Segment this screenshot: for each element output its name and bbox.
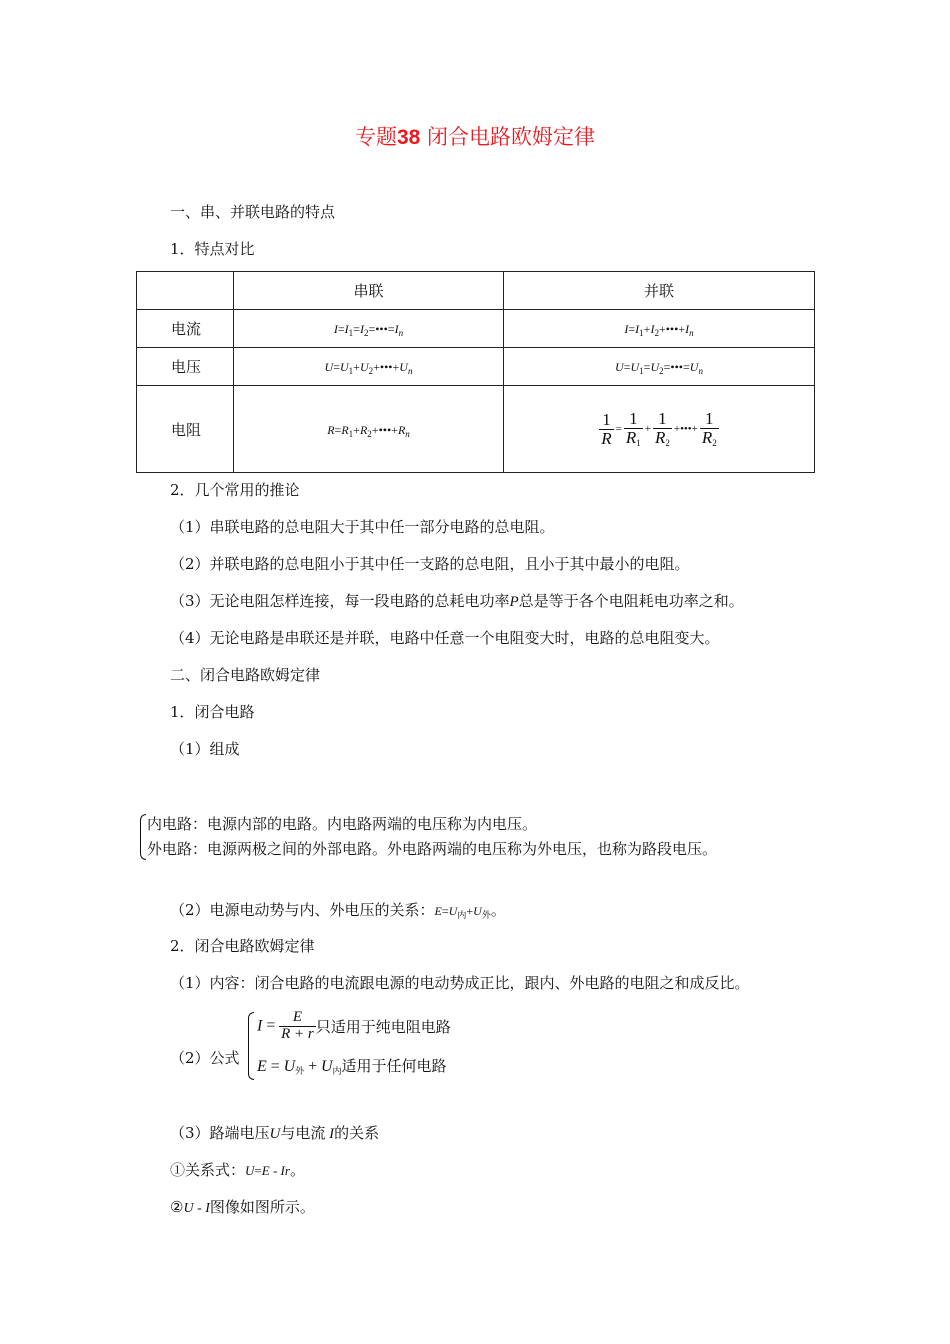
page-title: 专题38 闭合电路欧姆定律: [354, 125, 596, 149]
brace: [140, 814, 146, 860]
section-2-heading: 二、闭合电路欧姆定律: [170, 666, 321, 684]
table-row: [137, 272, 815, 310]
series-current-formula: $I=I_1=I_2=•••=I_n$: [234, 310, 504, 348]
table-row: [137, 386, 815, 473]
parallel-current-formula: $I=I_1+I_2+•••+I_n$: [504, 310, 815, 348]
parallel-resistance-formula: $\frac{1}{R}$ = $\frac{1}{R_1}$ + $\frac{1}{R_2}$ +•••+ $\frac{1}{R_2}$: [504, 386, 815, 473]
inference-3: （3）无论电阻怎样连接，每一段电路的总耗电功率P总是等于各个电阻耗电功率之和。: [170, 592, 744, 610]
subsection-1-2: 2．几个常用的推论: [170, 481, 300, 499]
outer-circuit: 外电路：电源两极之间的外部电路。外电路两端的电压称为外电压，也称为路段电压。: [147, 840, 718, 858]
header-parallel: 并联: [504, 272, 815, 310]
terminal-voltage-heading: （3）路端电压U与电流 I的关系: [170, 1124, 380, 1142]
inner-circuit: 内电路：电源内部的电路。内电路两端的电压称为内电压。: [147, 815, 538, 833]
row-label-voltage: 电压: [137, 348, 234, 386]
subsection-1-1: 1．特点对比: [170, 240, 255, 258]
parallel-voltage-formula: $U=U_1=U_2=•••=U_n$: [504, 348, 815, 386]
row-label-current: 电流: [137, 310, 234, 348]
ui-graph-note: ②U - I图像如图所示。: [170, 1198, 315, 1216]
inference-4: （4）无论电路是串联还是并联，电路中任意一个电阻变大时，电路的总电阻变大。: [170, 629, 720, 647]
header-series: 串联: [234, 272, 504, 310]
table-row: [137, 310, 815, 348]
composition-label: （1）组成: [170, 740, 240, 758]
series-resistance-formula: $R=R_1+R_2+•••+R_n$: [234, 386, 504, 473]
section-1-heading: 一、串、并联电路的特点: [170, 203, 336, 221]
comparison-table: [136, 271, 815, 473]
relation-formula: ①关系式：U=E - Ir。: [170, 1161, 305, 1179]
subsection-2-1: 1．闭合电路: [170, 703, 255, 721]
formula-2: $E = U_外 + U_内$适用于任何电路: [257, 1057, 447, 1077]
table-row: [137, 348, 815, 386]
law-content: （1）内容：闭合电路的电流跟电源的电动势成正比，跟内、外电路的电阻之和成反比。: [170, 974, 750, 992]
row-label-resistance: 电阻: [137, 386, 234, 473]
inference-1: （1）串联电路的总电阻大于其中任一部分电路的总电阻。: [170, 518, 555, 536]
subsection-2-2: 2．闭合电路欧姆定律: [170, 937, 315, 955]
formula-1: I = $\frac{E}{R + r}$ 只适用于纯电阻电路: [257, 1009, 451, 1042]
table-cell: [137, 272, 234, 310]
series-voltage-formula: $U=U_1+U_2+•••+U_n$: [234, 348, 504, 386]
emf-relation: （2）电源电动势与内、外电压的关系：$E=U_内+U_外$。: [170, 901, 506, 920]
formula-label: （2）公式: [170, 1049, 240, 1067]
formula-brace: [248, 1012, 254, 1080]
inference-2: （2）并联电路的总电阻小于其中任一支路的总电阻，且小于其中最小的电阻。: [170, 555, 690, 573]
